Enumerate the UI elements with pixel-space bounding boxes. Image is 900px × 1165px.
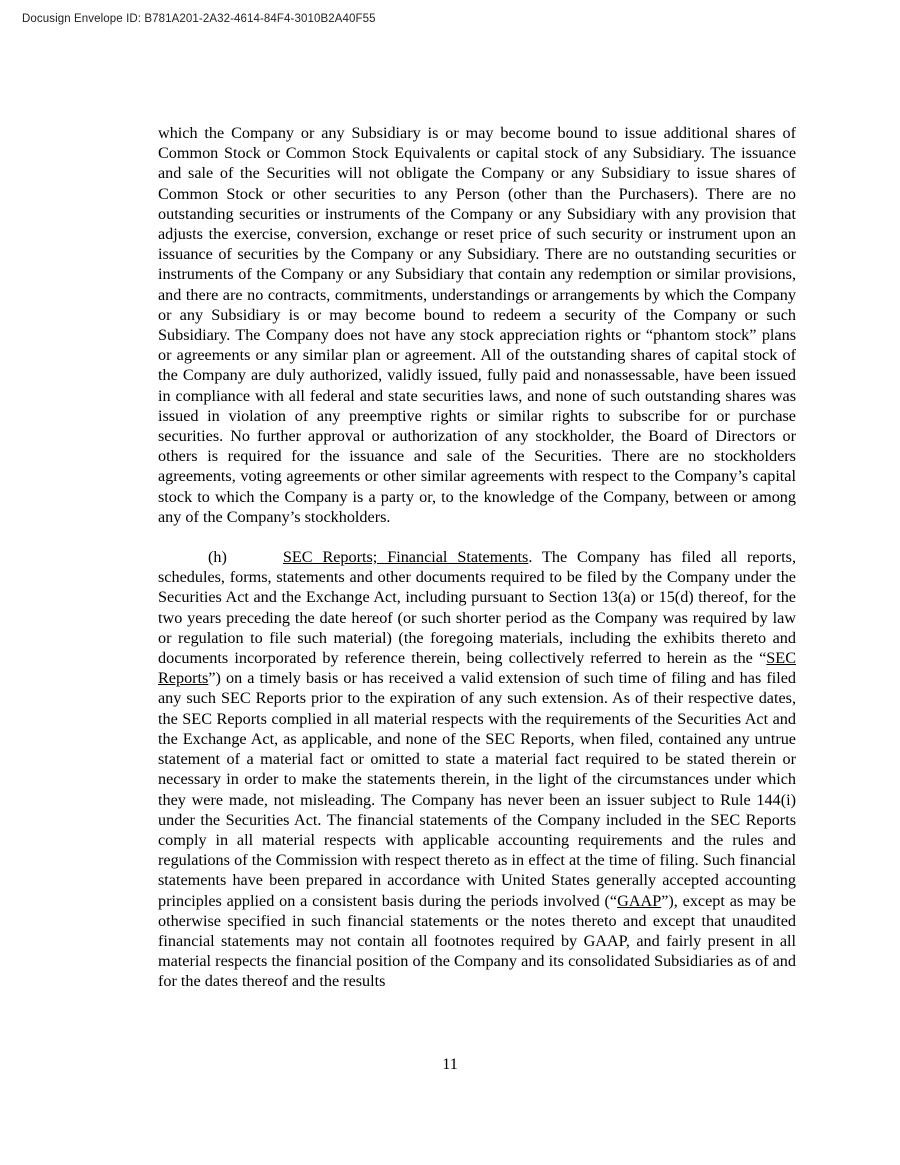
paragraph-spacer	[158, 527, 796, 547]
docusign-envelope-id: Docusign Envelope ID: B781A201-2A32-4614-84F4-3010B2A40F55	[22, 13, 376, 25]
paragraph-capital-stock: which the Company or any Subsidiary is or may become bound to issue additional shares of Common Stock or Common Stock Equivalents or capital stock of any Subsidiary. The issuance and sale of the Securities will not obligate the Company or any Subsidiary to issue shares of Common Stock or other securities to any Person (other than the Purchasers). There are no outstanding securities or instruments of the Company or any Subsidiary with any provision that adjusts the exercise, conversion, exchange or reset price of such security or instrument upon an issuance of securities by the Company or any Subsidiary. There are no outstanding securities or instruments of the Company or any Subsidiary that contain any redemption or similar provisions, and there are no contracts, commitments, understandings or arrangements by which the Company or any Subsidiary is or may become bound to redeem a security of the Company or such Subsidiary. The Company does not have any stock appreciation rights or “phantom stock” plans or agreements or any similar plan or agreement. All of the outstanding shares of capital stock of the Company are duly authorized, validly issued, fully paid and nonassessable, have been issued in compliance with all federal and state securities laws, and none of such outstanding shares was issued in violation of any preemptive rights or similar rights to subscribe for or purchase securities. No further approval or authorization of any stockholder, the Board of Directors or others is required for the issuance and sale of the Securities. There are no stockholders agreements, voting agreements or other similar agreements with respect to the Company’s capital stock to which the Company is a party or, to the knowledge of the Company, between or among any of the Company’s stockholders.	[158, 124, 796, 526]
section-text-part-3: ”), except as may be otherwise specified in such financial statements or the notes thereto and except that unaudited financial statements may not contain all footnotes required by GAAP, and fairly present in all material respects the financial position of the Company and its consolidated Subsidiaries as of and for the dates thereof and the results	[158, 891, 796, 991]
page-number: 11	[442, 1055, 458, 1073]
document-body	[158, 123, 796, 992]
defined-term-sec-reports: SEC Reports	[158, 649, 796, 688]
section-label: (h)	[208, 548, 227, 567]
paragraph-sec-reports	[158, 547, 796, 991]
section-text-part-1: . The Company has filed all reports, schedules, forms, statements and other documents required to be filed by the Company under the Securities Act and the Exchange Act, including pursuant to Section 13(a) or 15(d) thereof, for the two years preceding the date hereof (or such shorter period as the Company was required by law or regulation to file such material) (the foregoing materials, including the exhibits thereto and documents incorporated by reference therein, being collectively referred to herein as the “	[158, 548, 796, 668]
defined-term-gaap: GAAP	[617, 891, 662, 910]
section-heading: SEC Reports; Financial Statements	[282, 548, 529, 567]
section-text-part-2: ”) on a timely basis or has received a valid extension of such time of filing and has filed any such SEC Reports prior to the expiration of any such extension. As of their respective dates, the SEC Reports complied in all material respects with the requirements of the Securities Act and the Exchange Act, as applicable, and none of the SEC Reports, when filed, contained any untrue statement of a material fact or omitted to state a material fact required to be stated therein or necessary in order to make the statements therein, in the light of the circumstances under which they were made, not misleading. The Company has never been an issuer subject to Rule 144(i) under the Securities Act. The financial statements of the Company included in the SEC Reports comply in all material respects with applicable accounting requirements and the rules and regulations of the Commission with respect thereto as in effect at the time of filing. Such financial statements have been prepared in accordance with United States generally accepted accounting principles applied on a consistent basis during the periods involved (“	[158, 669, 796, 910]
